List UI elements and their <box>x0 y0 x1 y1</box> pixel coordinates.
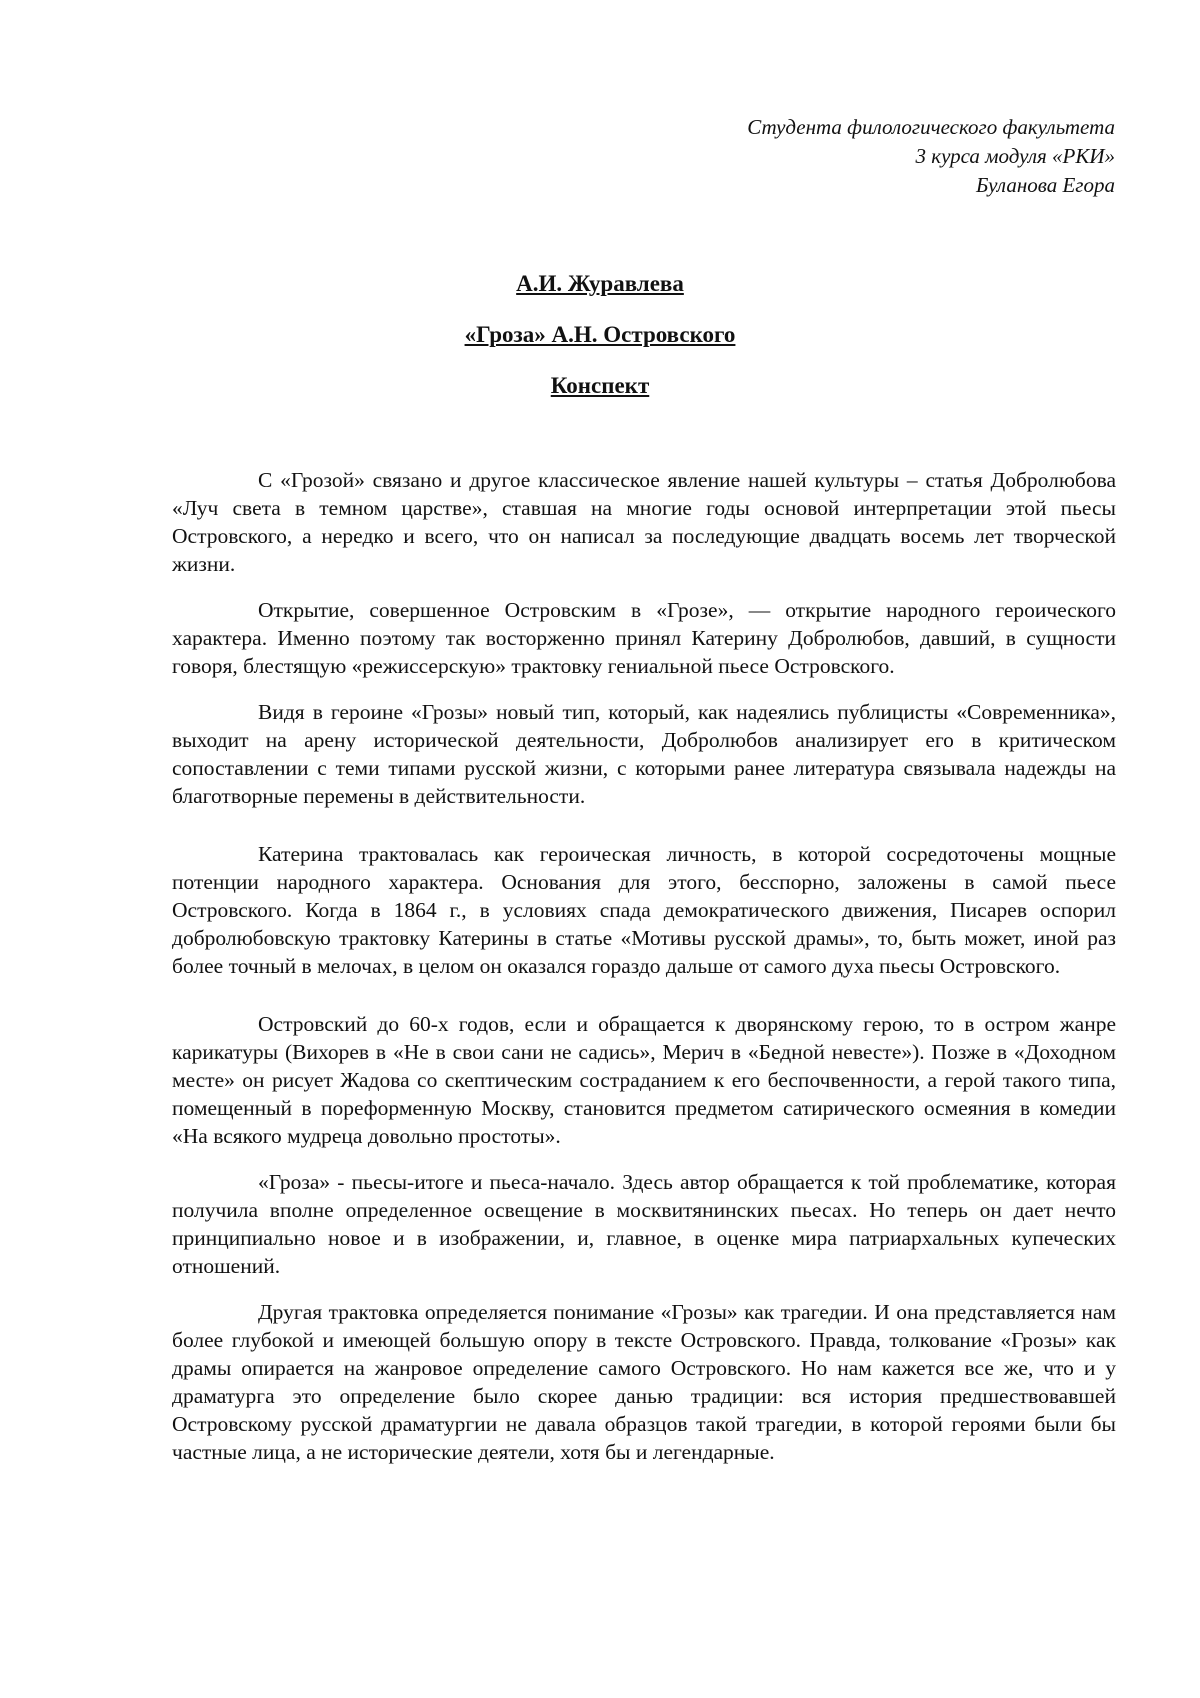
student-name-line: Буланова Егора <box>976 173 1115 197</box>
document-title <box>0 270 1200 423</box>
title-genre: Конспект <box>550 373 650 398</box>
student-faculty-line: Студента филологического факультета <box>747 115 1115 139</box>
paragraph: Открытие, совершенное Островским в «Грозе», — открытие народного героического характера. Именно поэтому так восторженно принял Катерину Добролюбов, давший, в сущности говоря, блестящую «режиссерскую» трактовку гениальной пьесе Островского. <box>172 598 1116 678</box>
document-body <box>172 466 1116 1484</box>
student-info <box>747 113 1115 200</box>
paragraph: Катерина трактовалась как героическая личность, в которой сосредоточены мощные потенции народного характера. Основания для этого, бесспорно, заложены в самой пьесе Островского. Когда в 1864 г., в условиях спада демократического движения, Писарев оспорил добролюбовскую трактовку Катерины в статье «Мотивы русской драмы», то, быть может, иной раз более точный в мелочах, в целом он оказался гораздо дальше от самого духа пьесы Островского. <box>172 842 1116 978</box>
paragraph: С «Грозой» связано и другое классическое явление нашей культуры – статья Добролюбова «Луч света в темном царстве», ставшая на многие годы основой интерпретации этой пьесы Островского, а нередко и всего, что он написал за последующие двадцать восемь лет творческой жизни. <box>172 468 1116 576</box>
paragraph: «Гроза» - пьесы-итоге и пьеса-начало. Здесь автор обращается к той проблематике, которая получила вполне определенное освещение в москвитянинских пьесах. Но теперь он дает нечто принципиально новое и в изображении, и, главное, в оценке мира патриархальных купеческих отношений. <box>172 1170 1116 1278</box>
title-work: «Гроза» А.Н. Островского <box>464 322 736 347</box>
paragraph: Видя в героине «Грозы» новый тип, который, как надеялись публицисты «Современника», выходит на арену исторической деятельности, Добролюбов анализирует его в критическом сопоставлении с теми типами русской жизни, с которыми ранее литература связывала надежды на благотворные перемены в действительности. <box>172 700 1116 808</box>
title-author: А.И. Журавлева <box>516 271 684 296</box>
paragraph: Другая трактовка определяется понимание «Грозы» как трагедии. И она представляется нам более глубокой и имеющей большую опору в тексте Островского. Правда, толкование «Грозы» как драмы опирается на жанровое определение самого Островского. Но нам кажется все же, что и у драматурга это определение было скорее данью традиции: вся история предшествовавшей Островскому русской драматургии не давала образцов такой трагедии, в которой героями были бы частные лица, а не исторические деятели, хотя бы и легендарные. <box>172 1300 1116 1464</box>
student-course-line: 3 курса модуля «РКИ» <box>915 144 1115 168</box>
paragraph: Островский до 60-х годов, если и обращается к дворянскому герою, то в остром жанре карикатуры (Вихорев в «Не в свои сани не садись», Мерич в «Бедной невесте»). Позже в «Доходном месте» он рисует Жадова со скептическим состраданием к его беспочвенности, а герой такого типа, помещенный в пореформенную Москву, становится предметом сатирического осмеяния в комедии «На всякого мудреца довольно простоты». <box>172 1012 1116 1148</box>
